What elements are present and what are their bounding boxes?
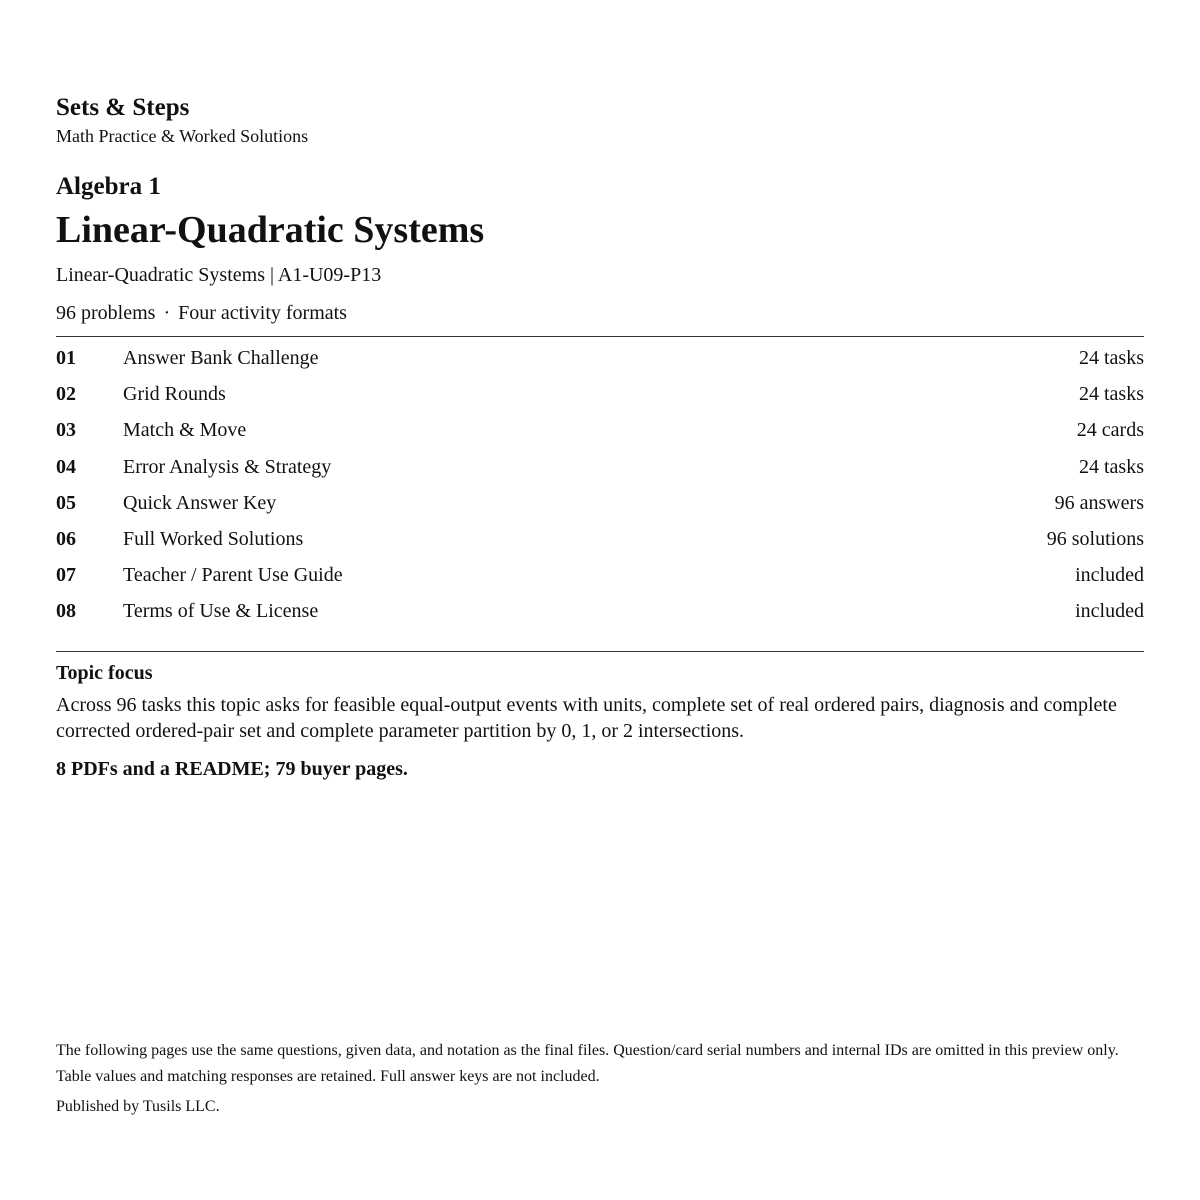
- contents-label: Grid Rounds: [123, 383, 226, 406]
- brand-tagline: Math Practice & Worked Solutions: [56, 126, 309, 146]
- page-title: Linear-Quadratic Systems: [56, 209, 485, 251]
- product-cover: [56, 92, 1144, 782]
- contents-label: Answer Bank Challenge: [123, 347, 319, 369]
- contents-count: included: [1075, 600, 1144, 623]
- contents-item: [56, 383, 1144, 419]
- contents-count: 96 solutions: [1046, 527, 1144, 550]
- files-summary: 8 PDFs and a README; 79 buyer pages.: [56, 757, 408, 780]
- contents-item: [56, 528, 1144, 564]
- preview-disclaimer: The following pages use the same questions, given data, and notation as the final files. Question/card serial numbers and internal IDs are omitted in this preview only. Table values and matching responses are retained. Full answer keys are not included.: [56, 1042, 1119, 1085]
- contents-count: 24 tasks: [1079, 347, 1144, 369]
- contents-count: 24 tasks: [1079, 455, 1144, 478]
- contents-item: [56, 600, 1144, 636]
- contents-label: Terms of Use & License: [123, 600, 319, 623]
- contents-number: 07: [56, 564, 76, 587]
- problem-count: 96 problems: [56, 302, 156, 324]
- contents-item: [56, 492, 1144, 528]
- publisher-credit: Published by Tusils LLC.: [56, 1098, 220, 1115]
- contents-number: 06: [56, 527, 76, 550]
- contents-label: Match & Move: [123, 419, 247, 442]
- contents-number: 01: [56, 347, 76, 369]
- divider-bottom: [56, 651, 1144, 652]
- meta-separator: ·: [163, 302, 171, 324]
- page-footer: [56, 1038, 1144, 1118]
- product-meta: [56, 300, 1144, 326]
- topic-focus-description: Across 96 tasks this topic asks for feasible equal-output events with units, complete set of real ordered pairs, diagnosis and complete corrected ordered-pair set and complete parameter partition by 0, 1, or 2 intersections.: [56, 693, 1117, 742]
- contents-number: 03: [56, 419, 76, 442]
- contents-label: Error Analysis & Strategy: [123, 455, 332, 478]
- contents-label: Full Worked Solutions: [123, 527, 304, 550]
- contents-count: 96 answers: [1054, 491, 1144, 514]
- contents-number: 08: [56, 600, 76, 623]
- contents-count: 24 cards: [1076, 419, 1144, 442]
- contents-number: 04: [56, 455, 76, 478]
- contents-item: [56, 419, 1144, 455]
- contents-label: Quick Answer Key: [123, 491, 277, 514]
- contents-count: included: [1075, 564, 1144, 587]
- contents-item: [56, 564, 1144, 600]
- contents-number: 05: [56, 491, 76, 514]
- contents-list: [56, 337, 1144, 651]
- contents-item: [56, 347, 1144, 383]
- course-name: Algebra 1: [56, 173, 161, 200]
- contents-count: 24 tasks: [1079, 383, 1144, 406]
- topic-focus-heading: Topic focus: [56, 661, 153, 684]
- contents-label: Teacher / Parent Use Guide: [123, 564, 343, 587]
- product-code: Linear-Quadratic Systems | A1-U09-P13: [56, 264, 382, 286]
- format-count: Four activity formats: [178, 302, 347, 324]
- brand-name: Sets & Steps: [56, 94, 190, 121]
- contents-item: [56, 456, 1144, 492]
- contents-number: 02: [56, 383, 76, 406]
